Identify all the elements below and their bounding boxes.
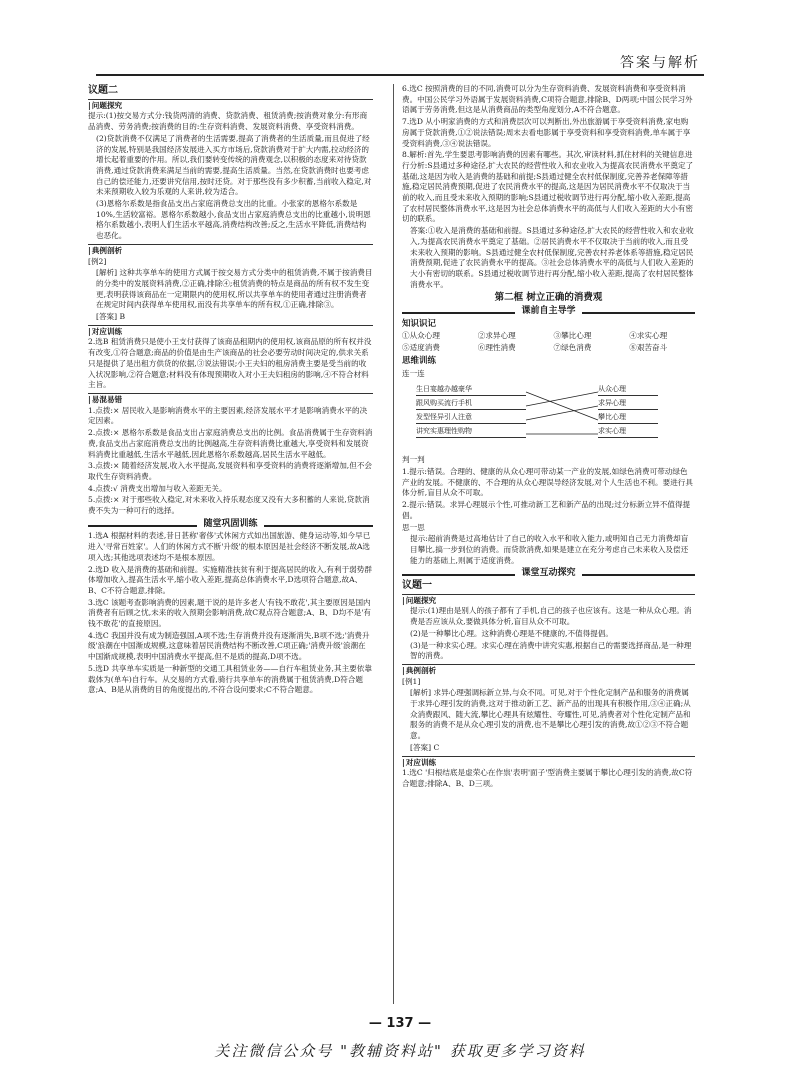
connect-title: 连一连 [402,368,425,378]
answer-item-6: 6.选C 按照消费的目的不同,消费可以分为生存资料消费、发展资料消费和享受资料消费。中国公民学习外语属于发展资料消费,C项符合题意,排除B、D两项;中国公民学习外语属于劳务消费,但这是从消费商品的类型角度划分,A不符合题意。 [402,84,693,115]
column-divider [393,84,394,1004]
consolidate-item: 4.选C 我国并没有成为制造强国,A项不选;生存消费并没有逐渐消失,B项不选;'消费升级'浪潮在中国渐成规模,这意味着居民消费结构不断改善,C项正确;'消费升级'浪潮在中国渐成规模,表明中国消费水平提高,但不是质的提高,D项不选。 [88,630,370,662]
match-line [526,406,598,420]
knowledge-item: ④求实心理 [629,331,668,341]
training2-text: 1.选C '归根结底是虚荣心在作祟'表明'面子'型消费主要属于攀比心理引发的消费,故C符合题意;排除A、B、D三项。 [402,768,693,788]
thinking-title: 思维训练 [402,355,437,366]
mistake-item: 5.点拨:× 对于那些收入稳定,对未来收入持乐观态度又没有大多积蓄的人来说,贷款消费不失为一种可行的选择。 [88,495,370,516]
mistake-item: 2.点拨:× 恩格尔系数是食品支出占家庭消费总支出的比例。食品消费属于生存资料消费,食品支出占家庭消费总支出的比例越高,生存资料消费比重越大,享受资料和发展资料消费比重越低,生活水平越低,因此恩格尔系数越高,居民生活水平越低。 [88,428,373,459]
header-title: 答案与解析 [620,55,700,71]
header-rule [96,74,704,76]
knowledge-item: ⑦绿色消费 [553,343,592,353]
judge-item: 2.提示:错误。求异心理展示个性,可推动新工艺和新产品的出现;过分标新立异不值得提倡。 [402,500,691,520]
match-line [526,392,598,420]
match-left-3: 发型怪异引人注意 [416,412,526,424]
match-right-3: 攀比心理 [598,412,658,424]
tag-example2: | 典例剖析 [402,664,695,677]
tag-example: | 典例剖析 [88,244,373,257]
knowledge-grid [402,331,695,353]
footer-note: 关注微信公众号 "教辅资料站" 获取更多学习资料 [214,1042,586,1060]
knowledge-item: ②求异心理 [477,331,516,341]
answer-item-8: 8.解析:首先,学生要思考影响消费的因素有哪些。其次,审读材料,抓住材料的关键信息进行分析:S县通过多种途径,扩大农民的经营性收入和农业收入为提高农民消费水平奠定了基础,这是因为收入是消费的基础和前提;S县通过健全农村低保制度,完善养老保障等措施,稳定居民消费预期,促进了农民消费水平的提高,这是因为居民消费水平不仅取决于当前的收入,而且受未来收入预期的影响;S县通过税收调节进行再分配,缩小收入差距,提高了农村居民整体消费水平,这是因为社会总体消费水平的高低与人们收入差距的大小有密切的联系。 [402,150,694,224]
explore-para-1: 提示:(1)按交易方式分:钱货两清的消费、贷款消费、租赁消费;按消费对象分:有形商品消费、劳务消费;按消费的目的:生存资料消费、发展资料消费、享受资料消费。 [88,111,368,132]
match-right-2: 求异心理 [598,398,658,410]
explore-para-3: (3)恩格尔系数是指食品支出占家庭消费总支出的比重。小张家的恩格尔系数是10%,生活较富裕。恩格尔系数越小,食品支出占家庭消费总支出的比重越小,说明恩格尔系数越小,表明人们生活水平越高,消费结构改善;反之,生活水平降低,消费结构也恶化。 [96,199,371,241]
answer-8-text: 答案:①收入是消费的基础和前提。S县通过多种途径,扩大农民的经营性收入和农业收入,为提高农民消费水平奠定了基础。②居民消费水平不仅取决于当前的收入,而且受未来收入预期的影响。S县通过健全农村低保制度,完善农村养老体系等措施,稳定居民消费预期,促进了农民消费水平的提高。③社会总体消费水平的高低与人们收入差距的大小有密切的联系。S县通过税收调节进行再分配,缩小收入差距,提高了农村居民整体消费水平。 [410,226,694,289]
knowledge-item: ③攀比心理 [553,331,592,341]
tag-training2: | 对应训练 [402,756,695,769]
explore-para-2: (2)贷款消费不仅满足了消费者的生活需要,提高了消费者的生活质量,而且促进了经济的发展,特别是我国经济发展进入买方市场后,贷款消费对于扩大内需,拉动经济的增长起着重要的作用。所以,我们要转变传统的消费观念,以积极的态度来对待贷款消费,通过贷款消费来满足当前的需要,提高生活质量。当然,在贷款消费时也要考虑自己的偿还能力,还要讲究信用,按时还贷。对于那些没有多少积蓄,当前收入稳定,对未来预期收入较为乐观的人来讲,较为适合。 [96,133,372,197]
example2-analysis: [解析] 求异心理强调标新立异,与众不同。可见,对于个性化定制产品和服务的消费属于求异心理引发的消费,这对于推动新工艺、新产品的出现具有积极作用,③④正确;从众消费跟风、随大流,攀比心理具有炫耀性、夸耀性,可见,消费者对个性化定制产品和服务的消费不是从众心理引发的消费,也不是攀比心理引发的消费,故①②③不符合题意。 [410,688,691,741]
think-title: 思一思 [402,522,425,532]
mistake-item: 3.点拨:× 随着经济发展,收入水平提高,发展资料和享受资料的消费将逐渐增加,但不会取代生存资料消费。 [88,461,373,481]
explore2-para: (2)是一种攀比心理。这种消费心理是不健康的,不值得提倡。 [410,628,614,638]
consolidate-item: 5.选D 共享单车实质是一种新型的交通工具租赁业务——自行车租赁业务,其主要依靠载体为(单车)自行车。从交易的方式看,骑行共享单车的消费属于租赁消费,D符合题意;A、B是从消费的目的角度提出的,不符合设问要求;C不符合题意。 [88,663,372,695]
match-left-1: 生日宴越办越豪华 [416,384,526,396]
answer-item-7: 7.选D 从小明家消费的方式和消费层次可以判断出,外出旅游属于享受资料消费,家电购房属于贷款消费,①②说法错误;周末去看电影属于享受资料和享受资料消费,单车属于享受资料消费,③④说法错误。 [402,117,691,148]
topic2-title: 议题二 [88,85,118,96]
topic1-title: 议题一 [402,580,432,592]
match-left-2: 跟风购买流行手机 [416,398,526,410]
tag-training: | 对应训练 [88,325,373,338]
example-answer: [答案] B [96,312,126,322]
band-interact: 课堂互动探究 [402,568,695,579]
tag-mistake: | 易混易错 [88,393,373,406]
matching-diagram [402,382,695,452]
judge-title: 判一判 [402,455,425,465]
left-column [88,84,373,697]
consolidate-item: 1.选A 根据材料的表述,昔日甚称'奢侈'式休闲方式如出国旅游、健身运动等,如今早已进入'寻常百姓家'。人们的休闲方式不断'升级'的根本原因是社会经济不断发展,故A选项入选;其他选项表述均不是根本原因。 [88,531,371,562]
example2-answer: [答案] C [410,742,440,752]
mistake-item: 1.点拨:× 居民收入是影响消费水平的主要因素,经济发展水平才是影响消费水平的决定因素。 [88,405,368,426]
tag-explore: | 问题探究 [88,99,373,112]
match-right-1: 从众心理 [598,384,658,396]
think-text: 提示:超前消费是过高地估计了自己的收入水平和收入能力,或明知自己无力消费却盲目攀比,搞一步到位的消费。而贷款消费,如果是建立在充分考虑自己未来收入及偿还能力的基础上,则属于适度消费。 [410,534,689,565]
knowledge-item: ⑤适度消费 [402,343,440,353]
knowledge-item: ⑥理性消费 [477,343,516,353]
lesson-title: 第二框 树立正确的消费观 [494,292,603,304]
judge-item: 1.提示:错误。合理的、健康的从众心理可带动某一产业的发展,如绿色消费可带动绿色产业的发展。不健康的、不合理的从众心理误导经济发展,对个人生活也不利。要进行具体分析,盲目从众不可取。 [402,466,693,498]
right-column [402,84,695,791]
match-lines [402,382,695,452]
knowledge-item: ①从众心理 [402,331,440,341]
example-analysis: [解析] 这种共享单车的使用方式属于按交易方式分类中的租赁消费,不属于按消费目的分类中的发展资料消费,②正确,排除④;租赁消费的特点是商品的所有权不发生变更,表明获得该商品在一定期限内的使用权,所以共享单车的使用者通过注册消费者在规定时间内获得单车使用权,而没有共享单车的所有权,①正确,排除③。 [96,268,373,310]
knowledge-item: ⑧艰苦奋斗 [629,343,668,353]
consolidate-item: 2.选D 收入是消费的基础和前提。实施精准扶贫有利于提高居民的收入,有利于弱势群体增加收入,提高生活水平,缩小收入差距,提高总体消费水平,D选项符合题意,故A、B、C不符合题意,排除。 [88,564,372,595]
match-right-4: 求实心理 [598,426,658,438]
example2-label: [例1] [402,676,421,686]
match-line [526,392,598,406]
band-preview: 课前自主导学 [402,306,695,317]
knowledge-title: 知识识记 [402,318,437,329]
band-consolidate: 随堂巩固训练 [88,519,373,530]
consolidate-item: 3.选C 该题考查影响消费的因素,题干说的是许多老人'有钱不敢花',其主要原因是国内消费者有后顾之忧,未来的收入预期会影响消费,故C观点符合题意;A、B、D均不是'有钱不敢花'的直接原因。 [88,597,372,629]
match-left-4: 讲究实惠理性购物 [416,426,526,438]
example-label: [例2] [88,256,107,266]
mistake-item: 4.点拨:√ 消费支出增加与收入差距无关。 [88,483,227,493]
explore2-para: (3)是一种求实心理。求实心理在消费中讲究实惠,根据自己的需要选择商品,是一种理智的消费。 [410,640,692,661]
tag-explore2: | 问题探究 [402,594,695,607]
page-number: — 137 — [368,1016,432,1031]
explore2-para: 提示:(1)理由是别人的孩子都有了手机,自己的孩子也应该有。这是一种从众心理。消费是否应该从众,要做具体分析,盲目从众不可取。 [410,606,692,627]
training-text: 2.选B 租赁消费只是使小王支付获得了该商品租期内的使用权,该商品原的所有权并没有改变,①符合题意;商品的价值是由生产该商品的社会必要劳动时间决定的,供求关系只是提供了是出租方供货的依据,③说法错误;小王夫妇的租房消费主要是受当前的收入状况影响,②符合题意;材料没有体现预期收入对小王夫妇租房的影响,④不符合材料主旨。 [88,337,372,390]
